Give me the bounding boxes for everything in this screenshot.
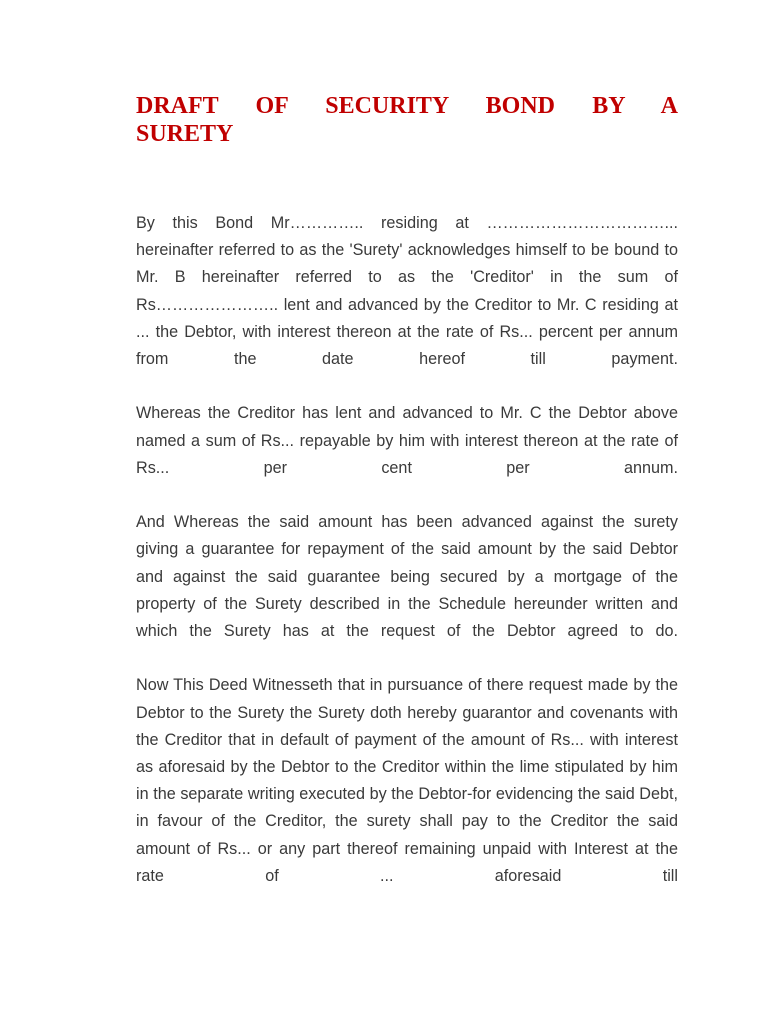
paragraph-whereas-lent: Whereas the Creditor has lent and advanced to Mr. C the Debtor above named a sum of Rs... repayable by him with interest thereon at the rate of Rs... per cent per annum. [136, 404, 678, 477]
paragraph-witnesseth: Now This Deed Witnesseth that in pursuance of there request made by the Debtor to the Surety the Surety doth hereby guarantor and covenants with the Creditor that in default of payment of the amount of Rs... with interest as aforesaid by the Debtor to the Creditor within the lime stipulated by him in the separate writing executed by the Debtor-for evidencing the said Debt, in favour of the Creditor, the surety shall pay to the Creditor the said amount of Rs... or any part thereof remaining unpaid with Interest at the rate of ... aforesaid till [136, 676, 678, 885]
document-title [136, 92, 678, 148]
title-line-1: DRAFT OF SECURITY BOND BY A [136, 93, 678, 119]
paragraph-whereas-guarantee: And Whereas the said amount has been advanced against the surety giving a guarantee for repayment of the said amount by the said Debtor and against the said guarantee being secured by a mortgage of the property of the Surety described in the Schedule hereunder written and which the Surety has at the request of the Debtor agreed to do. [136, 513, 678, 641]
document-body [136, 210, 678, 917]
paragraph-bond-intro: By this Bond Mr………….. residing at ……………………………... hereinafter referred to as the 'Surety' acknowledges himself to be bound to Mr. B hereinafter referred to as the 'Creditor' in the sum of Rs………………….. lent and advanced by the Creditor to Mr. C residing at ... the Debtor, with interest thereon at the rate of Rs... percent per annum from the date hereof till payment. [136, 214, 678, 369]
title-line-2: SURETY [136, 121, 234, 147]
